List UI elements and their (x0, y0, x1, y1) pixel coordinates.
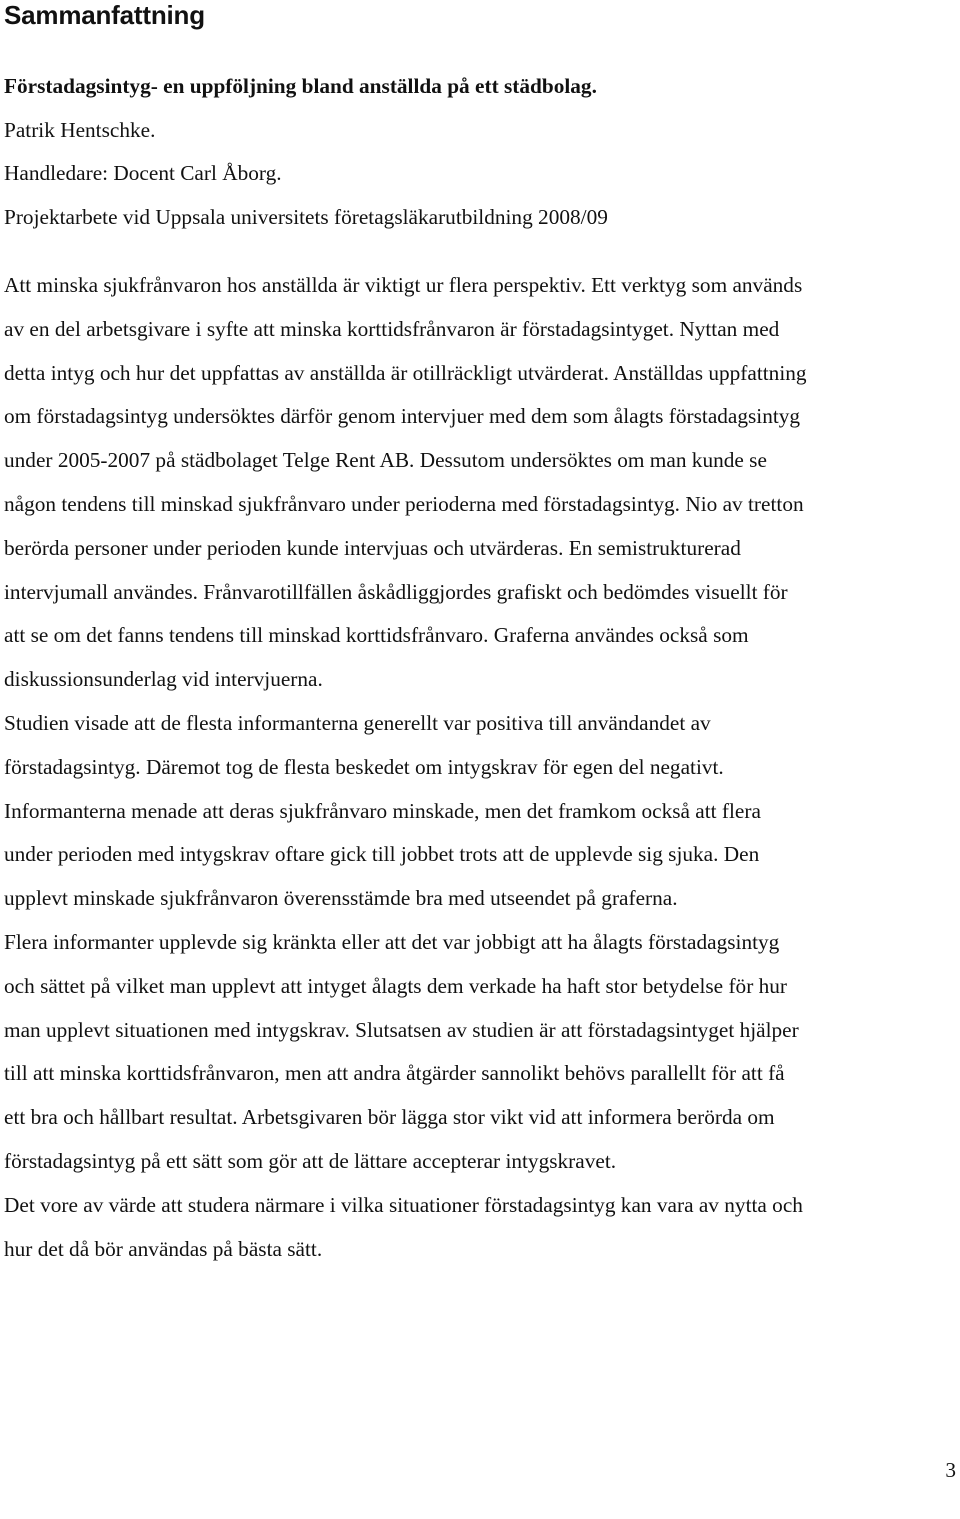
section-heading: Sammanfattning (4, 0, 205, 30)
text-line: om förstadagsintyg undersöktes därför genom intervjuer med dem som ålagts förstadagsintyg (4, 404, 801, 429)
text-line: hur det då bör användas på bästa sätt. (4, 1236, 323, 1261)
text-line: Flera informanter upplevde sig kränkta eller att det var jobbigt att ha ålagts förstadagsintyg (4, 929, 780, 954)
page-number: 3 (945, 1458, 956, 1482)
text-line: förstadagsintyg. Däremot tog de flesta beskedet om intygskrav för egen del negativt. (4, 754, 724, 779)
text-line: ett bra och hållbart resultat. Arbetsgivaren bör lägga stor vikt vid att informera berörda om (4, 1105, 775, 1130)
text-line: detta intyg och hur det uppfattas av anställda är otillräckligt utvärderat. Anställdas uppfattning (4, 360, 807, 385)
text-line: att se om det fanns tendens till minskad korttidsfrånvaro. Graferna användes också som (4, 623, 749, 648)
text-line: Informanterna menade att deras sjukfrånvaro minskade, men det framkom också att flera (4, 798, 761, 823)
project-line: Projektarbete vid Uppsala universitets företagsläkarutbildning 2008/09 (4, 205, 608, 229)
document-title: Förstadagsintyg- en uppföljning bland anställda på ett städbolag. (4, 74, 597, 98)
text-line: upplevt minskade sjukfrånvaron överensstämde bra med utseendet på graferna. (4, 886, 678, 911)
text-line: av en del arbetsgivare i syfte att minska korttidsfrånvaron är förstadagsintyget. Nyttan med (4, 316, 780, 341)
text-line: och sättet på vilket man upplevt att intyget ålagts dem verkade ha haft stor betydelse för hur (4, 973, 788, 998)
text-line: berörda personer under perioden kunde intervjuas och utvärderas. En semistrukturerad (4, 535, 741, 560)
text-line: Det vore av värde att studera närmare i vilka situationer förstadagsintyg kan vara av nytta och (4, 1192, 803, 1217)
text-line: diskussionsunderlag vid intervjuerna. (4, 667, 323, 692)
text-line: man upplevt situationen med intygskrav. Slutsatsen av studien är att förstadagsintyget hjälper (4, 1017, 799, 1042)
text-line: under 2005-2007 på städbolaget Telge Rent AB. Dessutom undersöktes om man kunde se (4, 448, 767, 473)
author-line: Patrik Hentschke. (4, 118, 156, 142)
text-line: under perioden med intygskrav oftare gick till jobbet trots att de upplevde sig sjuka. Den (4, 842, 760, 867)
text-line: Studien visade att de flesta informanterna generellt var positiva till användandet av (4, 710, 711, 735)
text-line: förstadagsintyg på ett sätt som gör att de lättare accepterar intygskravet. (4, 1148, 617, 1173)
text-line: intervjumall användes. Frånvarotillfällen åskådliggjordes grafiskt och bedömdes visuellt för (4, 579, 788, 604)
summary-body (4, 264, 960, 1271)
text-line: någon tendens till minskad sjukfrånvaro under perioderna med förstadagsintyg. Nio av tretton (4, 491, 804, 516)
supervisor-line: Handledare: Docent Carl Åborg. (4, 161, 282, 185)
text-line: till att minska korttidsfrånvaron, men att andra åtgärder sannolikt behövs parallellt för att få (4, 1061, 785, 1086)
text-line: Att minska sjukfrånvaron hos anställda är viktigt ur flera perspektiv. Ett verktyg som används (4, 273, 803, 297)
